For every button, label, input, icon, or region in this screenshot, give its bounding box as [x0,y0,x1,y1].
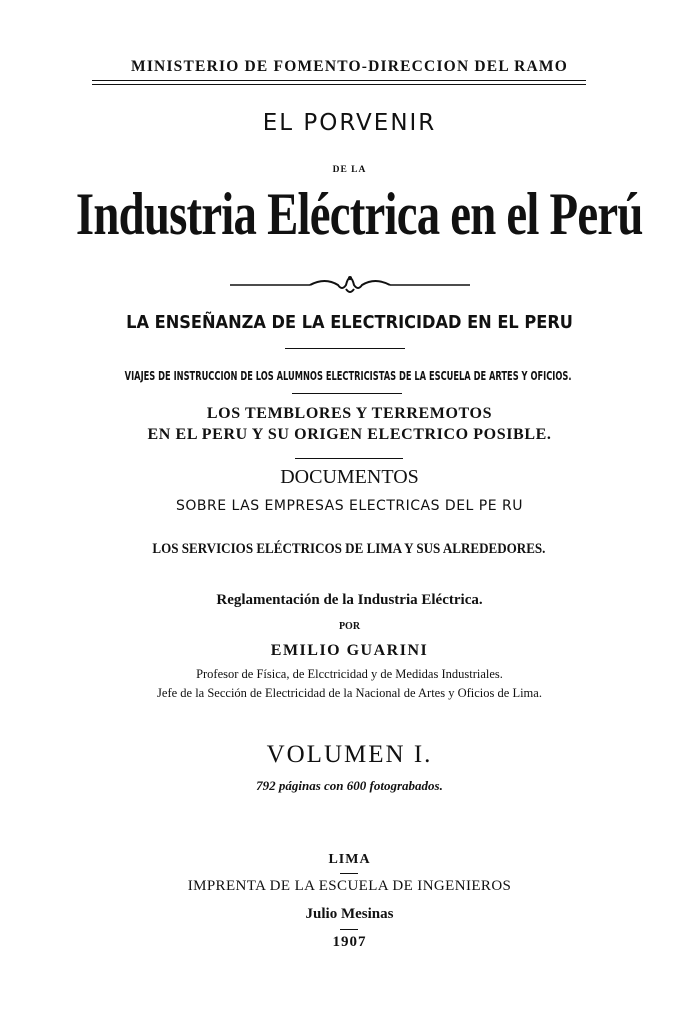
title-connector: DE LA [332,165,367,175]
author-credential-2: Jefe de la Sección de Electricidad de la Nacional de Artes y Oficios de Lima. [157,686,542,700]
imprint-city: LIMA [328,852,371,867]
author-name: EMILIO GUARINI [270,642,429,659]
section-temblores-line-1: LOS TEMBLORES Y TERREMOTOS [206,405,493,422]
section-documentos: DOCUMENTOS [280,466,419,488]
title-line-1: EL PORVENIR [262,110,437,136]
ministry-header: MINISTERIO DE FOMENTO-DIRECCION DEL RAMO [131,58,568,75]
section-reglamentacion: Reglamentación de la Industria Eléctrica. [216,592,483,608]
section-ensenanza: LA ENSEÑANZA DE LA ELECTRICIDAD EN EL PERU [126,312,573,333]
imprint-printer: Julio Mesinas [305,906,394,922]
ornament-flourish-icon [0,273,699,297]
divider [292,393,402,394]
volume-pages: 792 páginas con 600 fotograbados. [256,778,443,793]
imprint-press: IMPRENTA DE LA ESCUELA DE INGENIEROS [187,878,512,894]
section-sobre: SOBRE LAS EMPRESAS ELECTRICAS DEL PE RU [175,498,524,514]
section-temblores-line-2: EN EL PERU Y SU ORIGEN ELECTRICO POSIBLE. [147,426,552,443]
divider [340,929,358,930]
author-credential-1: Profesor de Física, de Elcctricidad y de Medidas Industriales. [196,667,503,681]
divider [285,348,405,349]
imprint-year: 1907 [332,934,367,950]
header-double-rule [92,80,586,85]
divider [295,458,403,459]
section-viajes: VIAJES DE INSTRUCCION DE LOS ALUMNOS ELECTRICISTAS DE LA ESCUELA DE ARTES Y OFICIOS. [124,369,572,383]
section-servicios: LOS SERVICIOS ELÉCTRICOS DE LIMA Y SUS ALREDEDORES. [152,541,546,557]
volume-label: VOLUMEN I. [266,741,433,768]
divider [340,873,358,874]
main-title: Industria Eléctrica en el Perú [75,181,643,247]
author-por: POR [338,621,361,632]
